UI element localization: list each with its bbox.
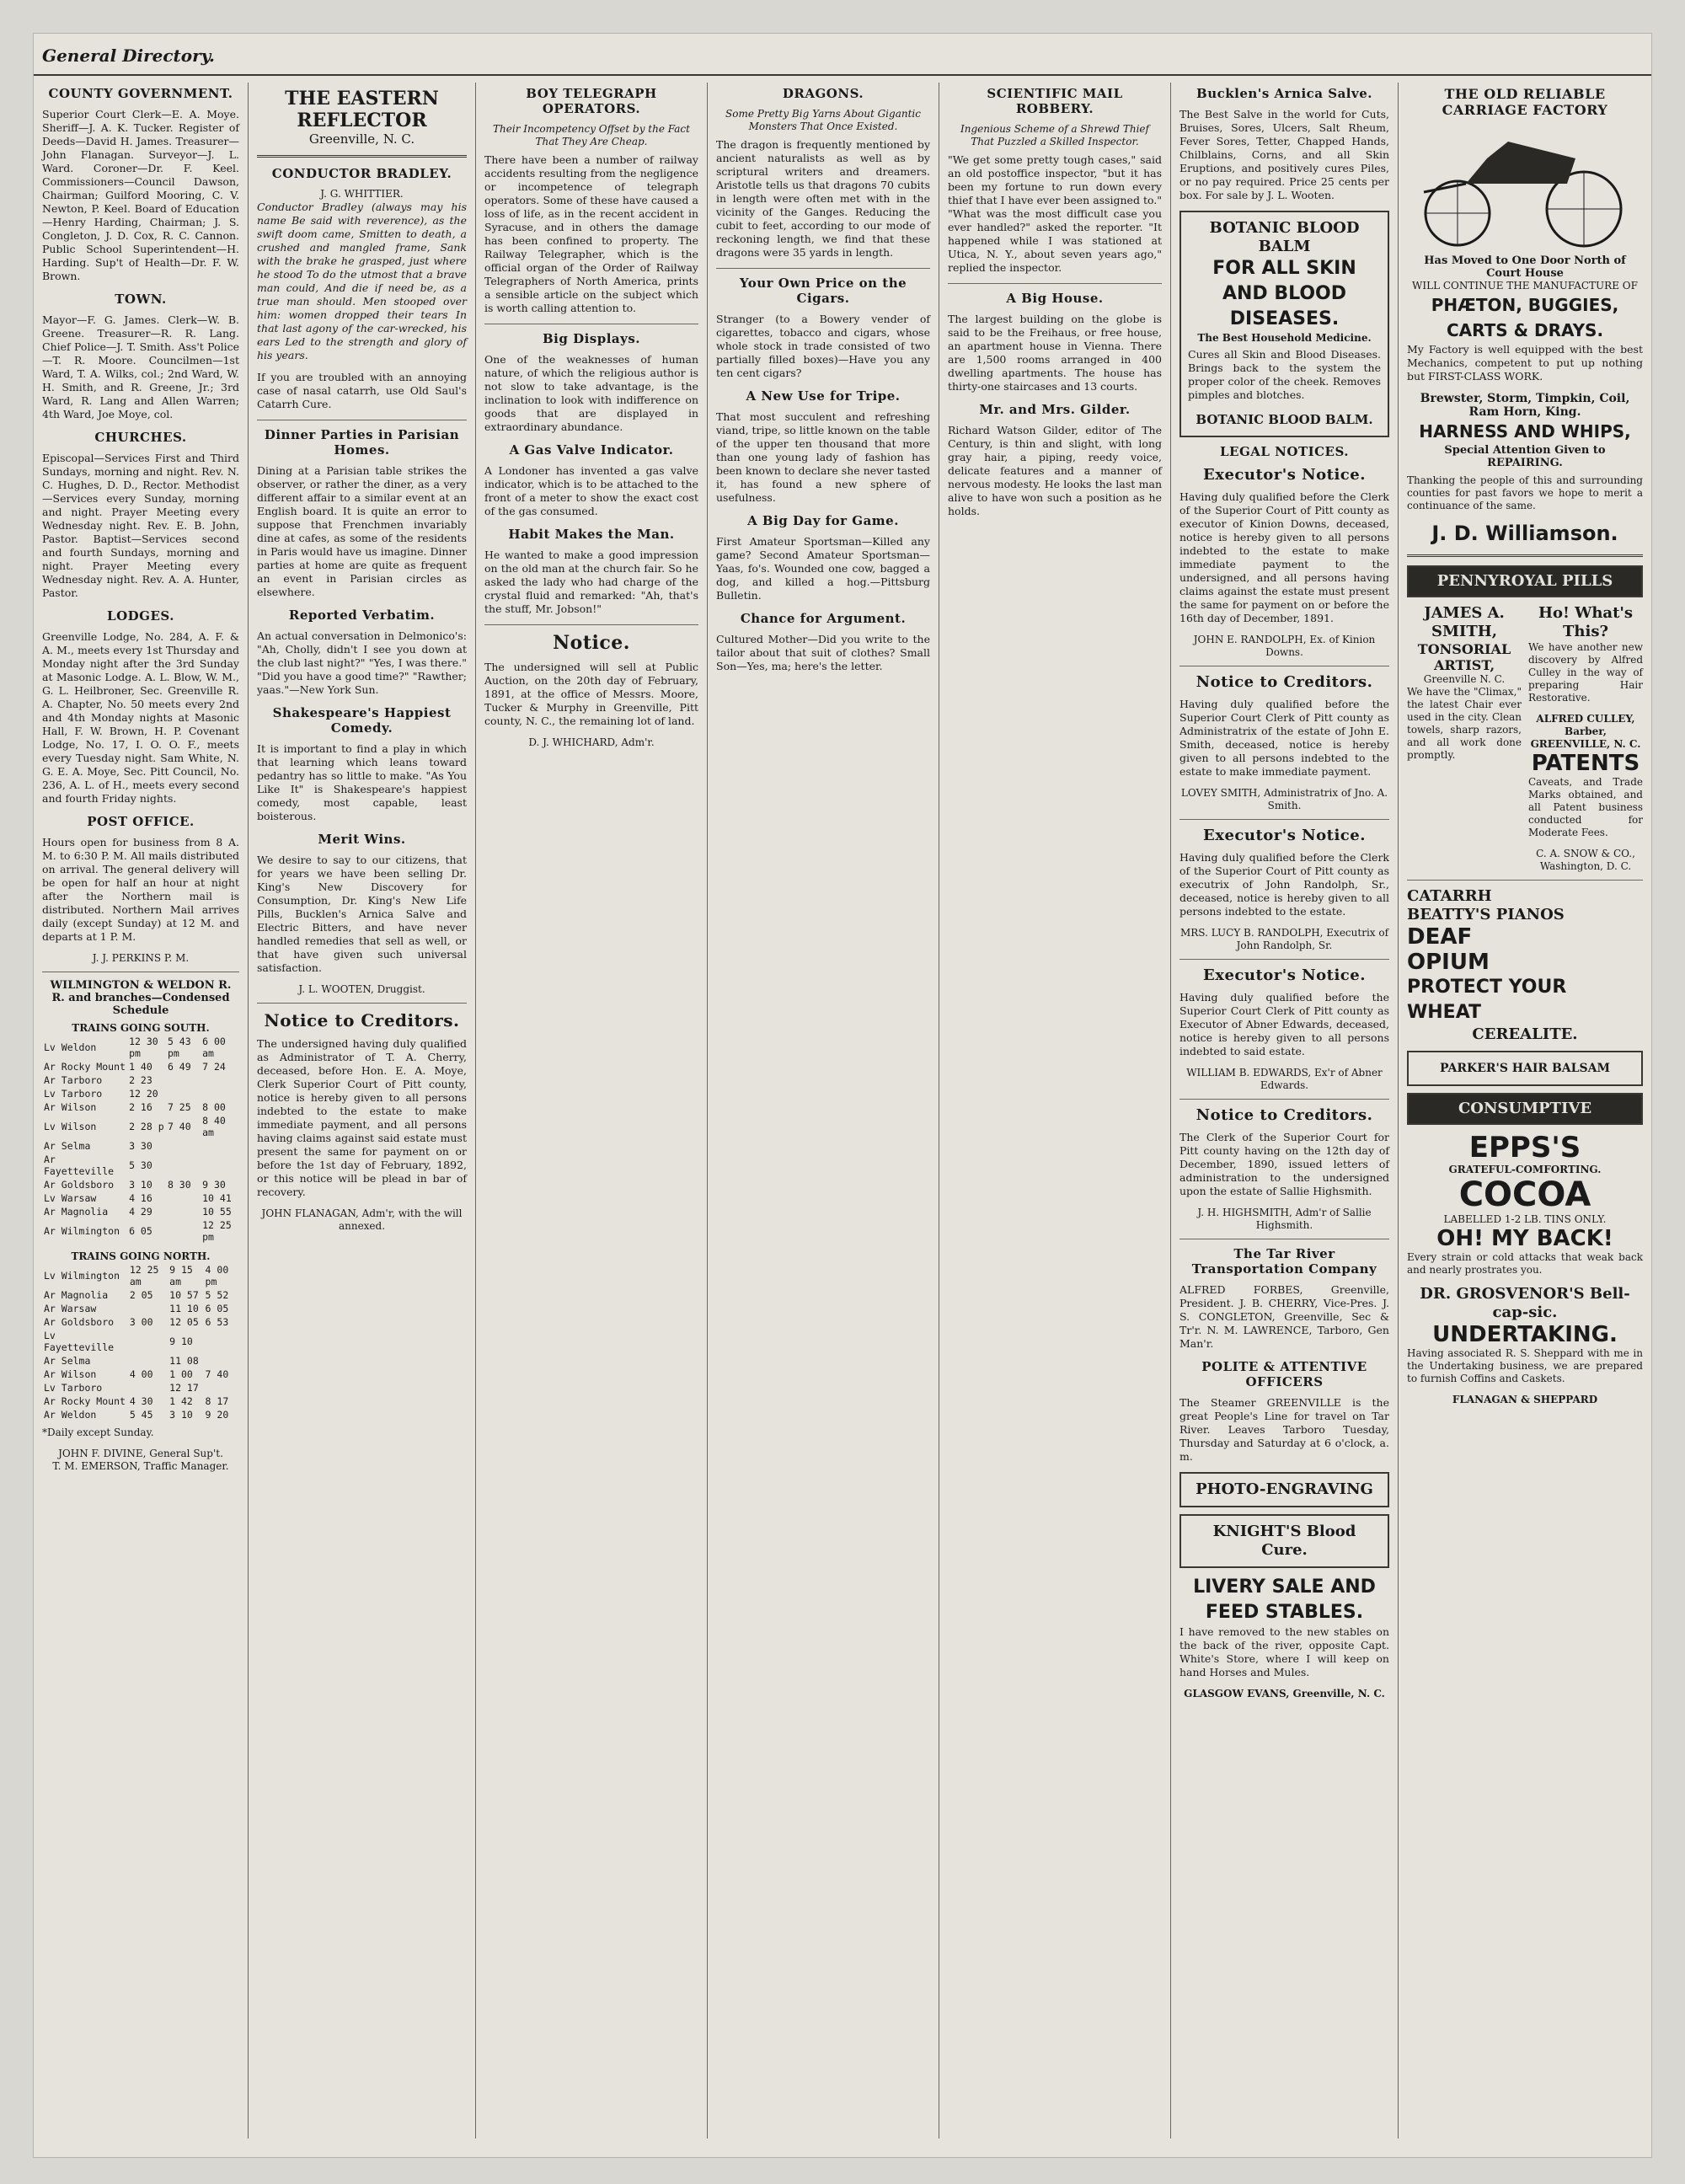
trains-south-table: [42, 1035, 239, 1244]
timetable-row: [42, 1114, 239, 1139]
culley: ALFRED CULLEY, Barber, GREENVILLE, N. C.: [1530, 713, 1641, 750]
timetable-cell: Ar Selma: [44, 1140, 91, 1152]
churches-text: Episcopal—Services First and Third Sundays, morning and night. Rev. N. C. Hughes, D. D., Rector. Methodist—Services every Sunday, morning and night. Prayer Meeting every Wednesday night. Rev. E. B. John, Pastor. Baptist—Services second and fourth Sundays, morning and night. Prayer Meeting every Wednesday night. Rev. A. A. Hunter, Pastor.: [42, 452, 239, 599]
timetable-row: [42, 1205, 239, 1218]
continue-line: WILL CONTINUE THE MANUFACTURE OF: [1412, 280, 1638, 292]
cred2-sign: J. H. HIGHSMITH, Adm'r of Sallie Highsmith.: [1197, 1207, 1372, 1231]
creditors-text: The undersigned having duly qualified as Administrator of T. A. Cherry, deceased, before Hon. E. A. Moye, Clerk Superior Court of Pitt county, notice is hereby given to all persons indebted to the estate to make immediate payment, and all persons having claims against said estate must present the same for payment on or before the 1st day of February, 1892, or this notice will be plead in bar of recovery.: [257, 1037, 467, 1198]
harness-line: HARNESS AND WHIPS,: [1419, 421, 1631, 442]
whats-text: We have another new discovery by Alfred Culley in the way of preparing Hair Restorative.: [1528, 641, 1643, 704]
timetable-cell: [204, 1329, 239, 1354]
exec-title: Executor's Notice.: [1203, 466, 1366, 484]
habit-text: He wanted to make a good impression on the old man at the church fair. So he asked the lady who had charge of the crystal fluid and remarked: "Ah, that's the stuff, Mr. Jobson!": [484, 549, 698, 615]
timetable-row: [42, 1302, 239, 1315]
proprietor: J. D. Williamson.: [1431, 522, 1618, 545]
timetable-cell: 3 30: [129, 1140, 152, 1152]
timetable-cell: 11 10: [169, 1303, 199, 1314]
timetable-cell: 9 15 am: [169, 1264, 193, 1287]
merit-title: Merit Wins.: [318, 832, 406, 847]
timetable-cell: Lv Warsaw: [44, 1192, 97, 1204]
sporting-title: A Big Day for Game.: [747, 513, 899, 528]
house-text: The largest building on the globe is said to be the Freihaus, or free house, an apartment house in Vienna. There are 1,500 rooms arranged in 400 dwelling apartments. The house has thirty-one staircases and 13 courts.: [948, 313, 1162, 393]
exec3-sign: WILLIAM B. EDWARDS, Ex'r of Abner Edwards.: [1186, 1067, 1383, 1091]
displays-title: Big Displays.: [542, 331, 641, 346]
opium-ad: OPIUM: [1407, 950, 1490, 975]
patents-title: PATENTS: [1531, 751, 1640, 776]
timetable-cell: [166, 1205, 201, 1218]
timetable-cell: 12 17: [169, 1382, 199, 1394]
livery-text: I have removed to the new stables on the back of the river, opposite Capt. White's Store, where I will keep on hand Horses and Mules.: [1180, 1625, 1389, 1678]
back-title: OH! MY BACK!: [1436, 1226, 1613, 1251]
timetable-cell: 12 25 pm: [202, 1219, 232, 1243]
post-office-heading: POST OFFICE.: [87, 814, 195, 829]
timetable-cell: Ar Selma: [44, 1355, 91, 1367]
arnica-text: The Best Salve in the world for Cuts, Bruises, Sores, Ulcers, Salt Rheum, Fever Sores, Tetter, Chapped Hands, Chilblains, Corns, and all Skin Eruptions, and positively cures Piles, or no pay required. Price 25 cents per box. For sale by J. L. Wooten.: [1180, 108, 1389, 201]
house-title: A Big House.: [1006, 291, 1104, 306]
timetable-cell: [201, 1087, 239, 1100]
timetable-cell: 11 08: [169, 1355, 199, 1367]
tar-text: ALFRED FORBES, Greenville, President. J. B. CHERRY, Vice-Pres. J. S. CONGLETON, Greenville, Sec & Tr'r. N. M. LAWRENCE, Tarboro, Gen Man'r.: [1180, 1283, 1389, 1350]
robbery-text: "We get some pretty tough cases," said an old postoffice inspector, "but it has been my fortune to run down every thief that I have ever been assigned to." "What was the most difficult case you ever handled?" asked the reporter. "It happened while I was stationed at Utica, N. Y., about seven years ago," replied the inspector.: [948, 153, 1162, 274]
timetable-cell: 7 40: [167, 1121, 191, 1132]
timetable-cell: 9 30: [202, 1179, 226, 1191]
protect-ad: PROTECT YOUR WHEAT: [1407, 977, 1567, 1023]
timetable-cell: Ar Rocky Mount: [44, 1395, 126, 1407]
legal-title: LEGAL NOTICES.: [1219, 444, 1350, 459]
newspaper-page: [34, 34, 1651, 2157]
post-office-text: Hours open for business from 8 A. M. to 6:30 P. M. All mails distributed on arrival. The general delivery will be open for half an hour at night after the Northern mail is distributed. Northern Mail arrives daily (except Sunday) at 12 M. and departs at 1 P. M.: [42, 836, 239, 943]
epps-sub: GRATEFUL-COMFORTING.: [1448, 1164, 1602, 1175]
timetable-row: [42, 1218, 239, 1244]
patents-sign: C. A. SNOW & CO., Washington, D. C.: [1536, 848, 1635, 872]
timetable-cell: 12 20: [129, 1088, 158, 1100]
timetable-cell: Ar Warsaw: [44, 1303, 97, 1314]
timetable-cell: 7 40: [205, 1368, 229, 1380]
gilder-text: Richard Watson Gilder, editor of The Century, is thin and slight, with long gray hair, a piping, reedy voice, delicate features and a manner of nervous modesty. He looks the last man alive to have won such a position as he holds.: [948, 424, 1162, 517]
timetable-cell: 12 25 am: [129, 1264, 159, 1287]
poem-text: Conductor Bradley (always may his name Be said with reverence), as the swift doom came, Smitten to death, a crushed and mangled frame, Sank with the brake he grasped, just where he stood To do the utmost that a brave man could, And die if need be, as a true man should. Men stooped over him: women dropped their tears In that last agony of the car-wrecked, his ears Led to the strength and glory of his years.: [257, 201, 467, 361]
timetable-cell: 8 30: [167, 1179, 191, 1191]
timetable-row: [42, 1368, 239, 1381]
photo-engraving-ad: [1180, 1472, 1389, 1507]
timetable-cell: 9 20: [205, 1409, 229, 1421]
timetable-cell: 6 05: [129, 1225, 152, 1237]
shakespeare-text: It is important to find a play in which that learning which leans toward pedantry has so little to make. "As You Like It" is Shakespeare's happiest comedy, most capable, least boisterous.: [257, 742, 467, 822]
catarrh-text: If you are troubled with an annoying case of nasal catarrh, use Old Saul's Catarrh Cure.: [257, 371, 467, 410]
timetable-cell: [166, 1218, 201, 1244]
trains-north-table: [42, 1263, 239, 1421]
town-text: Mayor—F. G. James. Clerk—W. B. Greene. Treasurer—R. R. Lang. Chief Police—J. T. Smith. Ass't Police—T. R. Moore. Councilmen—1st Ward, T. A. Wilks, col.; 2nd Ward, W. H. Smith, and R. Greene, Jr.; 3rd Ward, R. Lang and Allen Warren; 4th Ward, Joe Moye, col.: [42, 313, 239, 420]
timetable-cell: [204, 1381, 239, 1394]
creditors-title: Notice to Creditors.: [264, 1010, 460, 1030]
chance-text: Cultured Mother—Did you write to the tailor about that suit of clothes? Small Son—Yes, ma; here's the letter.: [716, 633, 930, 672]
timetable-cell: Lv Weldon: [44, 1041, 97, 1053]
town-heading: TOWN.: [115, 292, 167, 307]
masthead-place: Greenville, N. C.: [308, 131, 415, 147]
notice-title: Notice.: [553, 632, 630, 654]
bbb-text: Cures all Skin and Blood Diseases. Brings back to the system the proper color of the cheek. Removes pimples and blotches.: [1188, 348, 1381, 401]
carriage-icon: [1407, 125, 1643, 251]
timetable-cell: [166, 1073, 201, 1087]
timetable-row: [42, 1263, 239, 1288]
tripe-text: That most succulent and refreshing viand, tripe, so little known on the table of the upper ten thousand that more than one young lady of fashion has been known to declare she never tasted it, has found a new sphere of usefulness.: [716, 410, 930, 504]
timetable-cell: [204, 1354, 239, 1368]
county-gov-heading: COUNTY GOVERNMENT.: [48, 86, 233, 101]
railroad-heading: WILMINGTON & WELDON R. R. and branches—Condensed Schedule: [50, 979, 232, 1017]
repairing-line: Special Attention Given to REPAIRING.: [1444, 444, 1606, 469]
exec2-text: Having duly qualified before the Clerk of the Superior Court of Pitt county as executrix of John Randolph, Sr., deceased, notice is hereby given to all persons indebted to the estate.: [1180, 851, 1389, 918]
telegraph-title: BOY TELEGRAPH OPERATORS.: [526, 86, 657, 116]
brands-line: Brewster, Storm, Timpkin, Coil, Ram Horn, King.: [1420, 392, 1630, 419]
cred-title: Notice to Creditors.: [1196, 673, 1373, 691]
timetable-cell: Ar Rocky Mount: [44, 1061, 126, 1073]
timetable-cell: 6 49: [167, 1061, 191, 1073]
exec3-title: Executor's Notice.: [1203, 966, 1366, 984]
cerealite: CEREALITE.: [1472, 1025, 1578, 1043]
telegraph-subtitle: Their Incompetency Offset by the Fact That They Are Cheap.: [493, 123, 690, 147]
timetable-cell: Ar Goldsboro: [44, 1179, 115, 1191]
bbb-line2: FOR ALL SKIN AND BLOOD DISEASES.: [1212, 258, 1356, 329]
timetable-cell: 7 24: [202, 1061, 226, 1073]
smith-text: We have the "Climax," the latest Chair ever used in the city. Clean towels, sharp razors, and all work done promptly.: [1407, 686, 1522, 761]
bellcap: DR. GROSVENOR'S Bell-cap-sic.: [1420, 1285, 1630, 1321]
postmaster: J. J. PERKINS P. M.: [92, 952, 190, 964]
bbb-footer: BOTANIC BLOOD BALM.: [1196, 412, 1373, 427]
timetable-cell: 8 17: [205, 1395, 229, 1407]
dragons-text: The dragon is frequently mentioned by ancient naturalists as well as by scriptural writers and dreamers. Aristotle tells us that dragons 70 cubits in length were often met with in the vicinity of the Ganges. Reducing the cubit to feet, according to our mode of reckoning length, we find that these dragons were 35 yards in length.: [716, 138, 930, 259]
timetable-cell: 5 45: [129, 1409, 153, 1421]
timetable-cell: 6 53: [205, 1316, 229, 1328]
timetable-cell: [201, 1139, 239, 1153]
timetable-cell: 5 43 pm: [167, 1036, 191, 1059]
products-line: PHÆTON, BUGGIES, CARTS & DRAYS.: [1431, 295, 1619, 340]
timetable-cell: [166, 1087, 201, 1100]
verbatim-title: Reported Verbatim.: [288, 608, 436, 623]
cred-sign: LOVEY SMITH, Administratrix of Jno. A. Smith.: [1180, 787, 1388, 811]
merit-text: We desire to say to our citizens, that for years we have been selling Dr. King's New Discovery for Consumption, Dr. King's New Life Pills, Bucklen's Arnica Salve and Electric Bitters, and have never handled remedies that sell as well, or that have given such universal satisfaction.: [257, 854, 467, 974]
timetable-cell: 12 05: [169, 1316, 199, 1328]
timetable-cell: 1 42: [169, 1395, 193, 1407]
dragons-title: DRAGONS.: [782, 86, 864, 101]
page-header: [34, 34, 1651, 76]
gilder-title: Mr. and Mrs. Gilder.: [979, 402, 1131, 417]
consumptive-ad: [1407, 1093, 1643, 1125]
timetable-cell: 7 25: [167, 1101, 191, 1113]
county-gov-text: Superior Court Clerk—E. A. Moye. Sheriff—J. A. K. Tucker. Register of Deeds—David H. James. Treasurer—John Flanagan. Surveyor—J. L. Ward. Coroner—Dr. F. Keel. Commissioners—Council Dawson, Chairman; Guilford Mooring, C. V. Newton, P. Keel. Board of Education—Henry Harding, Chairman; J. S. Congleton, J. D. Cox, R. C. Cannon. Public School Superintendent—H. Harding. Sup't of Health—Dr. F. W. Brown.: [42, 108, 239, 282]
thanks-text: Thanking the people of this and surrounding counties for past favors we hope to merit a continuance of the same.: [1407, 474, 1643, 511]
parker-ad: [1407, 1051, 1643, 1086]
timetable-cell: Lv Tarboro: [44, 1088, 103, 1100]
verbatim-text: An actual conversation in Delmonico's: "Ah, Cholly, didn't I see you down at the club last night?" "Yes, I was there." "Did you have a good time?" "Rawther; yaas."—New York Sun.: [257, 629, 467, 696]
timetable-cell: Lv Fayetteville: [44, 1330, 115, 1353]
masthead: THE EASTERN REFLECTOR: [285, 88, 439, 131]
general-directory-title: General Directory.: [42, 46, 215, 66]
timetable-cell: Ar Wilson: [44, 1368, 97, 1380]
timetable-cell: 5 30: [129, 1159, 152, 1171]
timetable-row: [42, 1191, 239, 1205]
timetable-cell: 3 10: [129, 1179, 152, 1191]
timetable-row: [42, 1408, 239, 1421]
timetable-row: [42, 1354, 239, 1368]
livery-title: LIVERY SALE AND FEED STABLES.: [1193, 1576, 1376, 1623]
gas-text: A Londoner has invented a gas valve indicator, which is to be attached to the front of a meter to show the exact cost of the gas consumed.: [484, 464, 698, 517]
timetable-cell: 1 40: [129, 1061, 152, 1073]
livery-sign: GLASGOW EVANS, Greenville, N. C.: [1184, 1688, 1385, 1700]
trains-north-heading: TRAINS GOING NORTH.: [71, 1250, 211, 1262]
timetable-cell: Ar Fayetteville: [44, 1154, 115, 1177]
timetable-cell: Ar Magnolia: [44, 1289, 109, 1301]
bbb-line1: BOTANIC BLOOD BALM: [1209, 219, 1360, 255]
timetable-cell: 12 30 pm: [129, 1036, 158, 1059]
timetable-row: [42, 1100, 239, 1114]
timetable-cell: [128, 1354, 168, 1368]
timetable-cell: 6 00 am: [202, 1036, 226, 1059]
timetable-cell: [166, 1191, 201, 1205]
timetable-row: [42, 1394, 239, 1408]
timetable-row: [42, 1060, 239, 1073]
blood-balm-ad: [1180, 211, 1389, 437]
displays-text: One of the weaknesses of human nature, of which the religious author is not slow to take advantage, is the inclination to look with indifference on goods that are displayed in extraordinary abundance.: [484, 353, 698, 433]
timetable-cell: [128, 1302, 168, 1315]
cigars-text: Stranger (to a Bowery vender of cigarettes, tobacco and cigars, whose whole stock in trade consisted of two partially filled boxes)—Have you any ten cent cigars?: [716, 313, 930, 379]
robbery-title: SCIENTIFIC MAIL ROBBERY.: [987, 86, 1123, 116]
patents-text: Caveats, and Trade Marks obtained, and all Patent business conducted for Moderate Fees.: [1528, 776, 1643, 838]
timetable-cell: 2 23: [129, 1074, 152, 1086]
churches-heading: CHURCHES.: [94, 430, 187, 445]
timetable-row: [42, 1381, 239, 1394]
timetable-row: [42, 1288, 239, 1302]
exec2-sign: MRS. LUCY B. RANDOLPH, Executrix of John Randolph, Sr.: [1180, 927, 1389, 951]
timetable-cell: 6 05: [205, 1303, 229, 1314]
pianos-ad: BEATTY'S PIANOS: [1407, 906, 1565, 923]
timetable-cell: Ar Tarboro: [44, 1074, 103, 1086]
timetable-cell: Lv Wilson: [44, 1121, 97, 1132]
timetable-cell: 4 29: [129, 1206, 152, 1218]
steamer-text: The Steamer GREENVILLE is the great People's Line for travel on Tar River. Leaves Tarboro Tuesday, Thursday and Saturday at 6 o'clock, a. m.: [1180, 1396, 1389, 1463]
column-reflector: [249, 83, 476, 2138]
merit-signature: J. L. WOOTEN, Druggist.: [298, 983, 425, 995]
timetable-cell: 10 55: [202, 1206, 232, 1218]
tripe-title: A New Use for Tripe.: [746, 388, 901, 404]
dragons-subtitle: Some Pretty Big Yarns About Gigantic Monsters That Once Existed.: [725, 108, 921, 132]
exec-sign: JOHN E. RANDOLPH, Ex. of Kinion Downs.: [1193, 634, 1376, 658]
traffic-manager: T. M. EMERSON, Traffic Manager.: [52, 1460, 229, 1472]
cocoa-sub: LABELLED 1-2 LB. TINS ONLY.: [1443, 1213, 1607, 1225]
dinner-text: Dining at a Parisian table strikes the observer, or rather the diner, as a very different affair to a similar event at an English board. It is quite an error to suppose that Frenchmen invariably dine at cafes, as some of the residents in Paris would have us imagine. Dinner parties at home are quite as frequent an event in Parisian circles as elsewhere.: [257, 464, 467, 598]
column-ads: [1399, 83, 1651, 2138]
timetable-cell: 3 00: [129, 1316, 153, 1328]
column-telegraph: [476, 83, 708, 2138]
chance-title: Chance for Argument.: [740, 611, 907, 626]
timetable-cell: 3 10: [169, 1409, 193, 1421]
timetable-row: [42, 1153, 239, 1178]
tar-title: The Tar River Transportation Company: [1191, 1246, 1377, 1277]
poem-author: J. G. WHITTIER.: [320, 188, 404, 200]
timetable-cell: 2 16: [129, 1101, 152, 1113]
timetable-cell: 5 52: [205, 1289, 229, 1301]
telegraph-text: There have been a number of railway accidents resulting from the negligence or incompetence of telegraph operators. Some of these have caused a loss of life, as in the recent accident in Syracuse, and in others the damage has been confined to property. The Railway Telegrapher, which is the official organ of the Order of Railway Telegraphers of North America, prints a sensible article on the subject which is worth calling attention to.: [484, 153, 698, 314]
superintendent: JOHN F. DIVINE, General Sup't.: [58, 1448, 223, 1459]
exec-text: Having duly qualified before the Clerk of the Superior Court of Pitt county as executor of Kinion Downs, deceased, notice is hereby given to all persons indebted to the estate to make immediate payment to the undersigned, and all persons having claims against the estate must present the same for payment on or before the 16th day of December, 1891.: [1180, 490, 1389, 624]
timetable-cell: Ar Magnolia: [44, 1206, 109, 1218]
timetable-cell: [166, 1139, 201, 1153]
pennyroyal-ad: [1407, 565, 1643, 597]
notice-sign: D. J. WHICHARD, Adm'r.: [528, 736, 655, 748]
bbb-line3: The Best Household Medicine.: [1197, 332, 1372, 344]
timetable-cell: [201, 1153, 239, 1178]
smith-sub: TONSORIAL ARTIST,: [1417, 641, 1511, 673]
timetable-cell: Lv Tarboro: [44, 1382, 103, 1394]
under-text: Having associated R. S. Sheppard with me in the Undertaking business, we are prepared to furnish Coffins and Caskets.: [1407, 1347, 1643, 1384]
timetable-row: [42, 1178, 239, 1191]
timetable-row: [42, 1087, 239, 1100]
timetable-cell: 10 57: [169, 1289, 199, 1301]
timetable-cell: 1 00: [169, 1368, 193, 1380]
dinner-title: Dinner Parties in Parisian Homes.: [264, 427, 460, 458]
gas-title: A Gas Valve Indicator.: [509, 442, 674, 458]
habit-title: Habit Makes the Man.: [508, 527, 675, 542]
photo-title: PHOTO-ENGRAVING: [1196, 1480, 1373, 1498]
back-text: Every strain or cold attacks that weak back and nearly prostrates you.: [1407, 1251, 1643, 1276]
timetable-cell: 10 41: [202, 1192, 232, 1204]
timetable-cell: 4 00 pm: [205, 1264, 229, 1287]
knight-ad: [1180, 1514, 1389, 1568]
smith-place: Greenville N. C.: [1423, 673, 1506, 685]
cigars-title: Your Own Price on the Cigars.: [739, 276, 907, 306]
column-dragons: [708, 83, 939, 2138]
notice-text: The undersigned will sell at Public Auction, on the 20th day of February, 1891, at the office of Messrs. Moore, Tucker & Murphy in Greenville, Pitt county, N. C., the remaining lot of land.: [484, 661, 698, 727]
daily-except-note: *Daily except Sunday.: [42, 1427, 154, 1438]
timetable-cell: [128, 1381, 168, 1394]
trains-south-heading: TRAINS GOING SOUTH.: [72, 1022, 210, 1034]
epps-title: EPPS'S: [1468, 1131, 1581, 1164]
lodges-text: Greenville Lodge, No. 284, A. F. & A. M., meets every 1st Thursday and Monday night after the 3rd Sunday at Masonic Lodge. A. L. Blow, W. M., G. L. Heilbroner, Sec. Greenville R. A. Chapter, No. 50 meets every 2nd and 4th Monday nights at Masonic Hall, F. W. Brown, H. P. Covenant Lodge, No. 17, I. O. O. F., meets every Tuesday night. Sam White, N. G. E. A. Moye, Sec. Pitt Council, No. 236, A. L. of H., meets every second and fourth Friday nights.: [42, 630, 239, 805]
poem-title: CONDUCTOR BRADLEY.: [271, 166, 452, 181]
sporting-text: First Amateur Sportsman—Killed any game? Second Amateur Sportsman—Yaas, fo's. Wounded one cow, bagged a dog, and killed a hog.—Pittsburg Bulletin.: [716, 535, 930, 602]
knight-title: KNIGHT'S Blood Cure.: [1212, 1523, 1356, 1559]
timetable-cell: 4 00: [129, 1368, 153, 1380]
timetable-cell: Ar Weldon: [44, 1409, 97, 1421]
timetable-cell: 4 30: [129, 1395, 153, 1407]
exec3-text: Having duly qualified before the Superior Court Clerk of Pitt county as Executor of Abner Edwards, deceased, notice is hereby given to all persons indebted to said estate.: [1180, 991, 1389, 1057]
cred2-title: Notice to Creditors.: [1196, 1106, 1373, 1124]
catarrh-ad: CATARRH: [1407, 887, 1492, 905]
consumptive-title: CONSUMPTIVE: [1458, 1100, 1592, 1117]
robbery-subtitle: Ingenious Scheme of a Shrewd Thief That Puzzled a Skilled Inspector.: [960, 123, 1149, 147]
exec2-title: Executor's Notice.: [1203, 827, 1366, 844]
pennyroyal-title: PENNYROYAL PILLS: [1436, 572, 1613, 590]
creditors-sign: JOHN FLANAGAN, Adm'r, with the will annexed.: [261, 1207, 463, 1232]
timetable-row: [42, 1139, 239, 1153]
whats-title: Ho! What's This?: [1538, 604, 1634, 640]
timetable-row: [42, 1329, 239, 1354]
column-directory: [34, 83, 249, 2138]
parker-title: PARKER'S HAIR BALSAM: [1440, 1062, 1610, 1075]
under-sign: FLANAGAN & SHEPPARD: [1452, 1394, 1598, 1405]
timetable-cell: Ar Goldsboro: [44, 1316, 115, 1328]
timetable-cell: 9 10: [169, 1336, 193, 1347]
timetable-cell: [128, 1329, 168, 1354]
timetable-cell: Ar Wilmington: [44, 1225, 120, 1237]
timetable-cell: 8 40 am: [202, 1115, 226, 1138]
timetable-cell: 4 16: [129, 1192, 152, 1204]
timetable-row: [42, 1035, 239, 1060]
timetable-cell: 8 00: [202, 1101, 226, 1113]
deaf-ad: DEAF: [1407, 924, 1473, 950]
cocoa-title: COCOA: [1458, 1175, 1591, 1214]
factory-title: THE OLD RELIABLE CARRIAGE FACTORY: [1442, 86, 1608, 118]
smith-title: JAMES A. SMITH,: [1424, 604, 1505, 640]
timetable-cell: 2 28 p: [129, 1121, 164, 1132]
lodges-heading: LODGES.: [107, 608, 174, 624]
timetable-cell: Lv Wilmington: [44, 1270, 120, 1282]
cred-text: Having duly qualified before the Superior Court Clerk of Pitt county as Administratrix of the estate of John E. Smith, deceased, notice is hereby given to all persons indebted to the estate to make immediate payment.: [1180, 698, 1389, 778]
undertaking-title: UNDERTAKING.: [1432, 1322, 1618, 1347]
factory-text: My Factory is well equipped with the best Mechanics, competent to put up nothing but FIRST-CLASS WORK.: [1407, 343, 1643, 383]
cred2-text: The Clerk of the Superior Court for Pitt county having on the 12th day of December, 1890, issued letters of administration to the undersigned upon the estate of Sallie Highsmith.: [1180, 1131, 1389, 1197]
timetable-cell: Ar Wilson: [44, 1101, 97, 1113]
steamer-title: POLITE & ATTENTIVE OFFICERS: [1201, 1359, 1367, 1389]
arnica-title: Bucklen's Arnica Salve.: [1196, 86, 1372, 101]
timetable-row: [42, 1073, 239, 1087]
timetable-cell: 2 05: [129, 1289, 153, 1301]
column-notices: [1171, 83, 1399, 2138]
timetable-cell: [201, 1073, 239, 1087]
moved-line: Has Moved to One Door North of Court House: [1424, 254, 1626, 280]
timetable-row: [42, 1315, 239, 1329]
column-mail-robbery: [939, 83, 1171, 2138]
timetable-cell: [166, 1153, 201, 1178]
shakespeare-title: Shakespeare's Happiest Comedy.: [272, 705, 452, 736]
